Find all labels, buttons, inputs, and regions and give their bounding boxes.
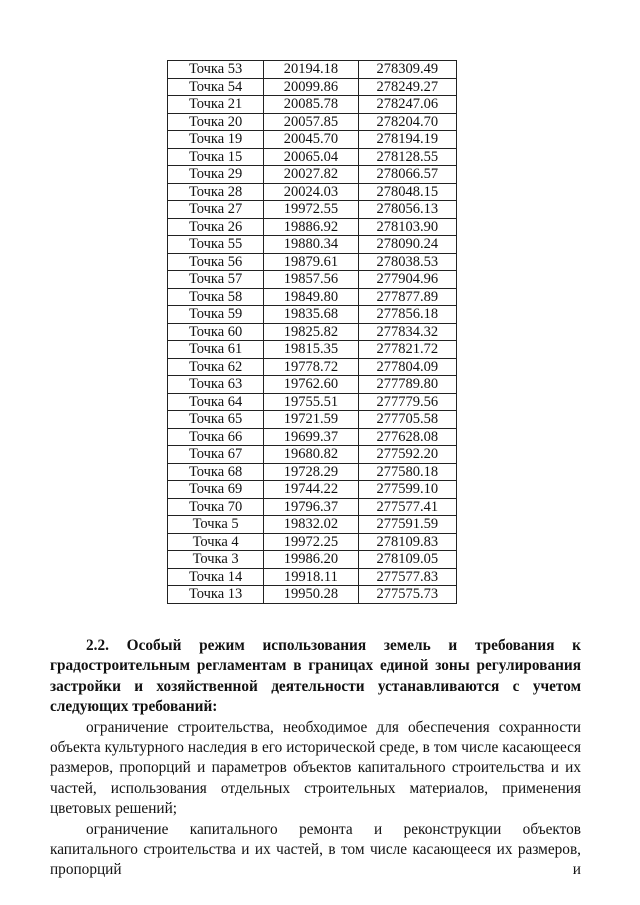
y-coordinate-cell: 278048.15 bbox=[358, 183, 456, 201]
table-row bbox=[168, 61, 457, 79]
x-coordinate-cell: 19986.20 bbox=[264, 551, 358, 569]
point-name-cell: Точка 13 bbox=[168, 586, 264, 604]
point-name-cell: Точка 19 bbox=[168, 131, 264, 149]
point-name-cell: Точка 66 bbox=[168, 428, 264, 446]
x-coordinate-cell: 19680.82 bbox=[264, 446, 358, 464]
x-coordinate-cell: 19879.61 bbox=[264, 253, 358, 271]
table-row bbox=[168, 533, 457, 551]
point-name-cell: Точка 27 bbox=[168, 201, 264, 219]
point-name-cell: Точка 57 bbox=[168, 271, 264, 289]
y-coordinate-cell: 277599.10 bbox=[358, 481, 456, 499]
y-coordinate-cell: 277904.96 bbox=[358, 271, 456, 289]
x-coordinate-cell: 19728.29 bbox=[264, 463, 358, 481]
x-coordinate-cell: 19721.59 bbox=[264, 411, 358, 429]
paragraph-repair-restriction: ограничение капитального ремонта и реконструкции объектов капитального строительства и их частей, в том числе касающееся их размеров, пропорций и bbox=[50, 820, 581, 879]
y-coordinate-cell: 277575.73 bbox=[358, 586, 456, 604]
point-name-cell: Точка 15 bbox=[168, 148, 264, 166]
table-row bbox=[168, 131, 457, 149]
x-coordinate-cell: 20085.78 bbox=[264, 96, 358, 114]
y-coordinate-cell: 278309.49 bbox=[358, 61, 456, 79]
point-name-cell: Точка 29 bbox=[168, 166, 264, 184]
x-coordinate-cell: 20024.03 bbox=[264, 183, 358, 201]
y-coordinate-cell: 278038.53 bbox=[358, 253, 456, 271]
table-row bbox=[168, 516, 457, 534]
point-name-cell: Точка 14 bbox=[168, 568, 264, 586]
x-coordinate-cell: 19832.02 bbox=[264, 516, 358, 534]
point-name-cell: Точка 58 bbox=[168, 288, 264, 306]
point-name-cell: Точка 62 bbox=[168, 358, 264, 376]
paragraph-construction-restriction: ограничение строительства, необходимое для обеспечения сохранности объекта культурного наследия в его исторической среде, в том числе касающееся размеров, пропорций и параметров объектов капитального строительства и их частей, использования отдельных строительных материалов, применения цветовых решений; bbox=[50, 718, 581, 818]
table-row bbox=[168, 358, 457, 376]
y-coordinate-cell: 277577.83 bbox=[358, 568, 456, 586]
x-coordinate-cell: 19835.68 bbox=[264, 306, 358, 324]
section-text bbox=[50, 636, 581, 881]
point-name-cell: Точка 53 bbox=[168, 61, 264, 79]
y-coordinate-cell: 277705.58 bbox=[358, 411, 456, 429]
y-coordinate-cell: 277591.59 bbox=[358, 516, 456, 534]
y-coordinate-cell: 278249.27 bbox=[358, 78, 456, 96]
table-row bbox=[168, 586, 457, 604]
y-coordinate-cell: 277877.89 bbox=[358, 288, 456, 306]
point-name-cell: Точка 20 bbox=[168, 113, 264, 131]
point-name-cell: Точка 28 bbox=[168, 183, 264, 201]
x-coordinate-cell: 20027.82 bbox=[264, 166, 358, 184]
table-row bbox=[168, 551, 457, 569]
y-coordinate-cell: 277834.32 bbox=[358, 323, 456, 341]
coordinates-table-body bbox=[168, 61, 457, 604]
y-coordinate-cell: 277856.18 bbox=[358, 306, 456, 324]
point-name-cell: Точка 61 bbox=[168, 341, 264, 359]
point-name-cell: Точка 4 bbox=[168, 533, 264, 551]
point-name-cell: Точка 56 bbox=[168, 253, 264, 271]
y-coordinate-cell: 277592.20 bbox=[358, 446, 456, 464]
table-row bbox=[168, 306, 457, 324]
table-row bbox=[168, 166, 457, 184]
table-row bbox=[168, 323, 457, 341]
table-row bbox=[168, 498, 457, 516]
x-coordinate-cell: 19778.72 bbox=[264, 358, 358, 376]
point-name-cell: Точка 64 bbox=[168, 393, 264, 411]
table-row bbox=[168, 376, 457, 394]
table-row bbox=[168, 393, 457, 411]
x-coordinate-cell: 19744.22 bbox=[264, 481, 358, 499]
x-coordinate-cell: 19880.34 bbox=[264, 236, 358, 254]
x-coordinate-cell: 19918.11 bbox=[264, 568, 358, 586]
point-name-cell: Точка 59 bbox=[168, 306, 264, 324]
x-coordinate-cell: 20065.04 bbox=[264, 148, 358, 166]
y-coordinate-cell: 277779.56 bbox=[358, 393, 456, 411]
y-coordinate-cell: 277821.72 bbox=[358, 341, 456, 359]
x-coordinate-cell: 20045.70 bbox=[264, 131, 358, 149]
x-coordinate-cell: 19857.56 bbox=[264, 271, 358, 289]
table-row bbox=[168, 218, 457, 236]
point-name-cell: Точка 3 bbox=[168, 551, 264, 569]
table-row bbox=[168, 481, 457, 499]
coordinates-table bbox=[167, 60, 457, 604]
y-coordinate-cell: 278109.05 bbox=[358, 551, 456, 569]
point-name-cell: Точка 70 bbox=[168, 498, 264, 516]
y-coordinate-cell: 277804.09 bbox=[358, 358, 456, 376]
section-heading: 2.2. Особый режим использования земель и требования к градостроительным регламентам в границах единой зоны регулирования застройки и хозяйственной деятельности устанавливаются с учетом следующих требований: bbox=[50, 637, 581, 716]
point-name-cell: Точка 54 bbox=[168, 78, 264, 96]
table-row bbox=[168, 288, 457, 306]
x-coordinate-cell: 20057.85 bbox=[264, 113, 358, 131]
y-coordinate-cell: 277577.41 bbox=[358, 498, 456, 516]
point-name-cell: Точка 26 bbox=[168, 218, 264, 236]
point-name-cell: Точка 69 bbox=[168, 481, 264, 499]
x-coordinate-cell: 19950.28 bbox=[264, 586, 358, 604]
table-row bbox=[168, 201, 457, 219]
table-row bbox=[168, 568, 457, 586]
table-row bbox=[168, 113, 457, 131]
x-coordinate-cell: 19886.92 bbox=[264, 218, 358, 236]
y-coordinate-cell: 278194.19 bbox=[358, 131, 456, 149]
table-row bbox=[168, 183, 457, 201]
table-row bbox=[168, 428, 457, 446]
point-name-cell: Точка 55 bbox=[168, 236, 264, 254]
x-coordinate-cell: 19815.35 bbox=[264, 341, 358, 359]
x-coordinate-cell: 19849.80 bbox=[264, 288, 358, 306]
table-row bbox=[168, 271, 457, 289]
y-coordinate-cell: 278103.90 bbox=[358, 218, 456, 236]
y-coordinate-cell: 278204.70 bbox=[358, 113, 456, 131]
y-coordinate-cell: 277628.08 bbox=[358, 428, 456, 446]
x-coordinate-cell: 19699.37 bbox=[264, 428, 358, 446]
x-coordinate-cell: 19755.51 bbox=[264, 393, 358, 411]
table-row bbox=[168, 96, 457, 114]
x-coordinate-cell: 20194.18 bbox=[264, 61, 358, 79]
y-coordinate-cell: 278056.13 bbox=[358, 201, 456, 219]
point-name-cell: Точка 68 bbox=[168, 463, 264, 481]
point-name-cell: Точка 63 bbox=[168, 376, 264, 394]
table-row bbox=[168, 148, 457, 166]
point-name-cell: Точка 67 bbox=[168, 446, 264, 464]
y-coordinate-cell: 278128.55 bbox=[358, 148, 456, 166]
point-name-cell: Точка 21 bbox=[168, 96, 264, 114]
y-coordinate-cell: 278109.83 bbox=[358, 533, 456, 551]
y-coordinate-cell: 278090.24 bbox=[358, 236, 456, 254]
table-row bbox=[168, 236, 457, 254]
point-name-cell: Точка 60 bbox=[168, 323, 264, 341]
table-row bbox=[168, 411, 457, 429]
y-coordinate-cell: 278247.06 bbox=[358, 96, 456, 114]
table-row bbox=[168, 446, 457, 464]
x-coordinate-cell: 20099.86 bbox=[264, 78, 358, 96]
x-coordinate-cell: 19825.82 bbox=[264, 323, 358, 341]
table-row bbox=[168, 78, 457, 96]
x-coordinate-cell: 19762.60 bbox=[264, 376, 358, 394]
table-row bbox=[168, 253, 457, 271]
point-name-cell: Точка 65 bbox=[168, 411, 264, 429]
table-row bbox=[168, 463, 457, 481]
y-coordinate-cell: 277789.80 bbox=[358, 376, 456, 394]
y-coordinate-cell: 278066.57 bbox=[358, 166, 456, 184]
x-coordinate-cell: 19972.25 bbox=[264, 533, 358, 551]
x-coordinate-cell: 19796.37 bbox=[264, 498, 358, 516]
x-coordinate-cell: 19972.55 bbox=[264, 201, 358, 219]
table-row bbox=[168, 341, 457, 359]
y-coordinate-cell: 277580.18 bbox=[358, 463, 456, 481]
point-name-cell: Точка 5 bbox=[168, 516, 264, 534]
